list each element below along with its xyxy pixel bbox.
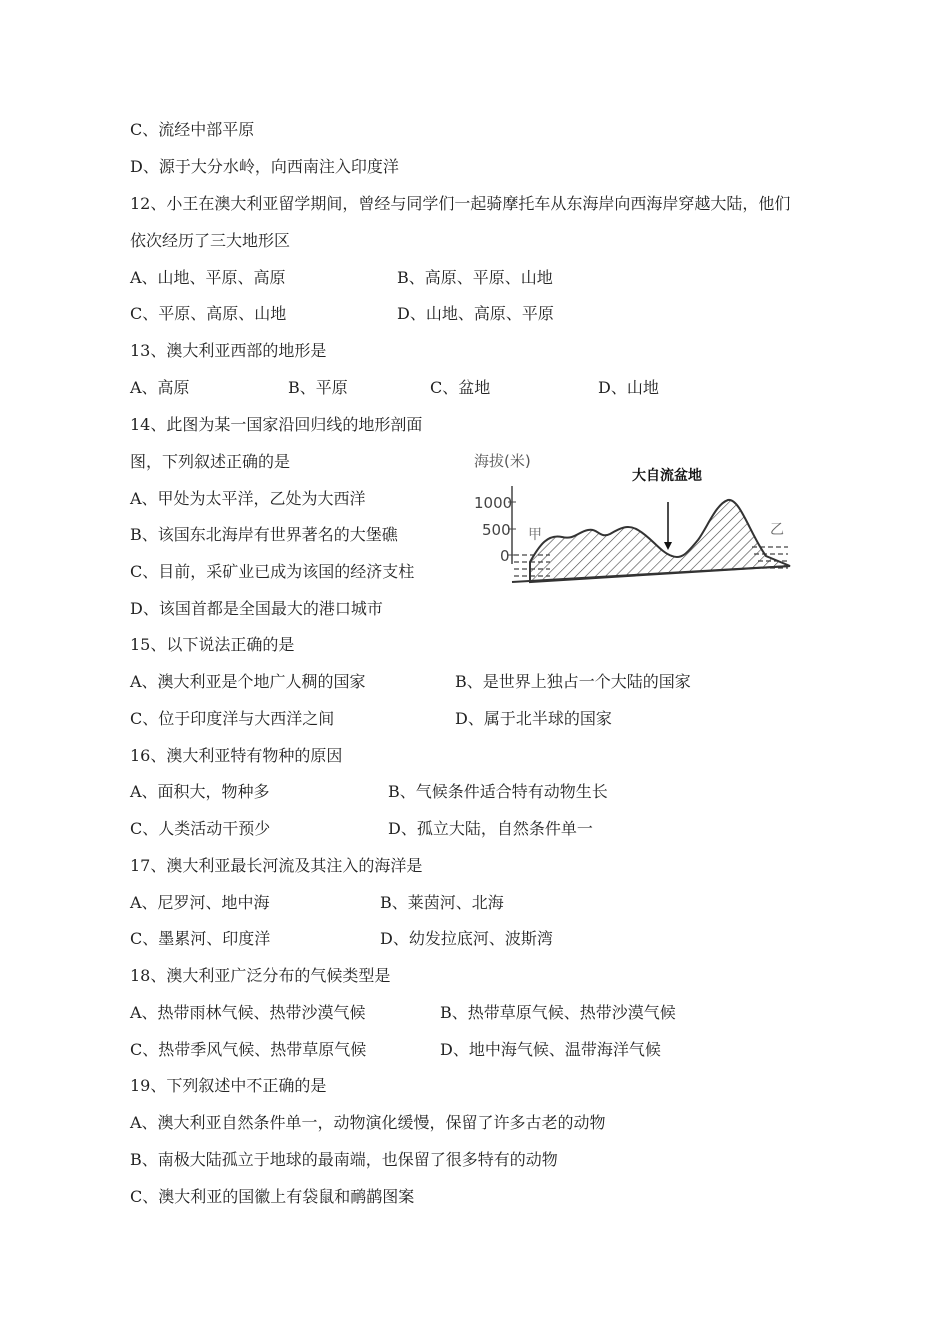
q17-option-d: D、幼发拉底河、波斯湾 xyxy=(380,929,553,948)
q19-option-a: A、澳大利亚自然条件单一，动物演化缓慢，保留了许多古老的动物 xyxy=(130,1113,606,1132)
q16-option-d: D、孤立大陆，自然条件单一 xyxy=(388,819,593,838)
q13-option-b: B、平原 xyxy=(288,378,348,397)
q15-option-d: D、属于北半球的国家 xyxy=(455,709,612,728)
q12-option-d: D、山地、高原、平原 xyxy=(397,304,554,323)
tick-0: 0 xyxy=(500,547,510,565)
q13-option-c: C、盆地 xyxy=(430,378,491,397)
q18-stem: 18、澳大利亚广泛分布的气候类型是 xyxy=(130,966,391,985)
q19-stem: 19、下列叙述中不正确的是 xyxy=(130,1076,327,1095)
q18-option-d: D、地中海气候、温带海洋气候 xyxy=(440,1040,661,1059)
q13-option-a: A、高原 xyxy=(130,378,190,397)
q14-stem-line1: 14、此图为某一国家沿回归线的地形剖面 xyxy=(130,415,423,434)
q17-option-c: C、墨累河、印度洋 xyxy=(130,929,271,948)
q15-option-c: C、位于印度洋与大西洋之间 xyxy=(130,709,335,728)
q15-option-b: B、是世界上独占一个大陆的国家 xyxy=(455,672,691,691)
q17-option-b: B、莱茵河、北海 xyxy=(380,893,504,912)
q14-option-b: B、该国东北海岸有世界著名的大堡礁 xyxy=(130,525,398,544)
q14-stem-line2: 图，下列叙述正确的是 xyxy=(130,452,291,471)
q19-option-b: B、南极大陆孤立于地球的最南端，也保留了很多特有的动物 xyxy=(130,1150,558,1169)
q12-option-b: B、高原、平原、山地 xyxy=(397,268,553,287)
q11-option-c: C、流经中部平原 xyxy=(130,120,255,139)
tick-1000: 1000 xyxy=(474,494,513,512)
q14-option-c: C、目前，采矿业已成为该国的经济支柱 xyxy=(130,562,415,581)
q18-option-a: A、热带雨林气候、热带沙漠气候 xyxy=(130,1003,366,1022)
q17-stem: 17、澳大利亚最长河流及其注入的海洋是 xyxy=(130,856,423,875)
east-label: 乙 xyxy=(770,522,784,538)
q12-option-a: A、山地、平原、高原 xyxy=(130,268,286,287)
q11-option-d: D、源于大分水岭，向西南注入印度洋 xyxy=(130,157,399,176)
q16-stem: 16、澳大利亚特有物种的原因 xyxy=(130,746,343,765)
q14-option-a: A、甲处为太平洋，乙处为大西洋 xyxy=(130,489,366,508)
q15-stem: 15、以下说法正确的是 xyxy=(130,635,295,654)
tick-500: 500 xyxy=(482,521,511,539)
q16-option-b: B、气候条件适合特有动物生长 xyxy=(388,782,608,801)
q18-option-b: B、热带草原气候、热带沙漠气候 xyxy=(440,1003,676,1022)
basin-label: 大自流盆地 xyxy=(632,468,702,484)
q12-stem-line2: 依次经历了三大地形区 xyxy=(130,231,291,250)
q18-option-c: C、热带季风气候、热带草原气候 xyxy=(130,1040,367,1059)
west-label: 甲 xyxy=(528,527,542,543)
q17-option-a: A、尼罗河、地中海 xyxy=(130,893,270,912)
y-axis-label: 海拔(米) xyxy=(474,452,531,470)
q12-option-c: C、平原、高原、山地 xyxy=(130,304,287,323)
terrain-profile-figure xyxy=(470,444,800,594)
q19-option-c: C、澳大利亚的国徽上有袋鼠和鸸鹋图案 xyxy=(130,1187,415,1206)
terrain-profile xyxy=(530,500,790,582)
q16-option-c: C、人类活动干预少 xyxy=(130,819,271,838)
q16-option-a: A、面积大，物种多 xyxy=(130,782,270,801)
q13-option-d: D、山地 xyxy=(598,378,659,397)
q12-stem-line1: 12、小王在澳大利亚留学期间，曾经与同学们一起骑摩托车从东海岸向西海岸穿越大陆，他们 xyxy=(130,194,791,213)
q14-option-d: D、该国首都是全国最大的港口城市 xyxy=(130,599,383,618)
terrain-profile-svg xyxy=(470,444,800,594)
basin-arrow-head xyxy=(664,542,672,550)
q15-option-a: A、澳大利亚是个地广人稠的国家 xyxy=(130,672,366,691)
q13-stem: 13、澳大利亚西部的地形是 xyxy=(130,341,327,360)
